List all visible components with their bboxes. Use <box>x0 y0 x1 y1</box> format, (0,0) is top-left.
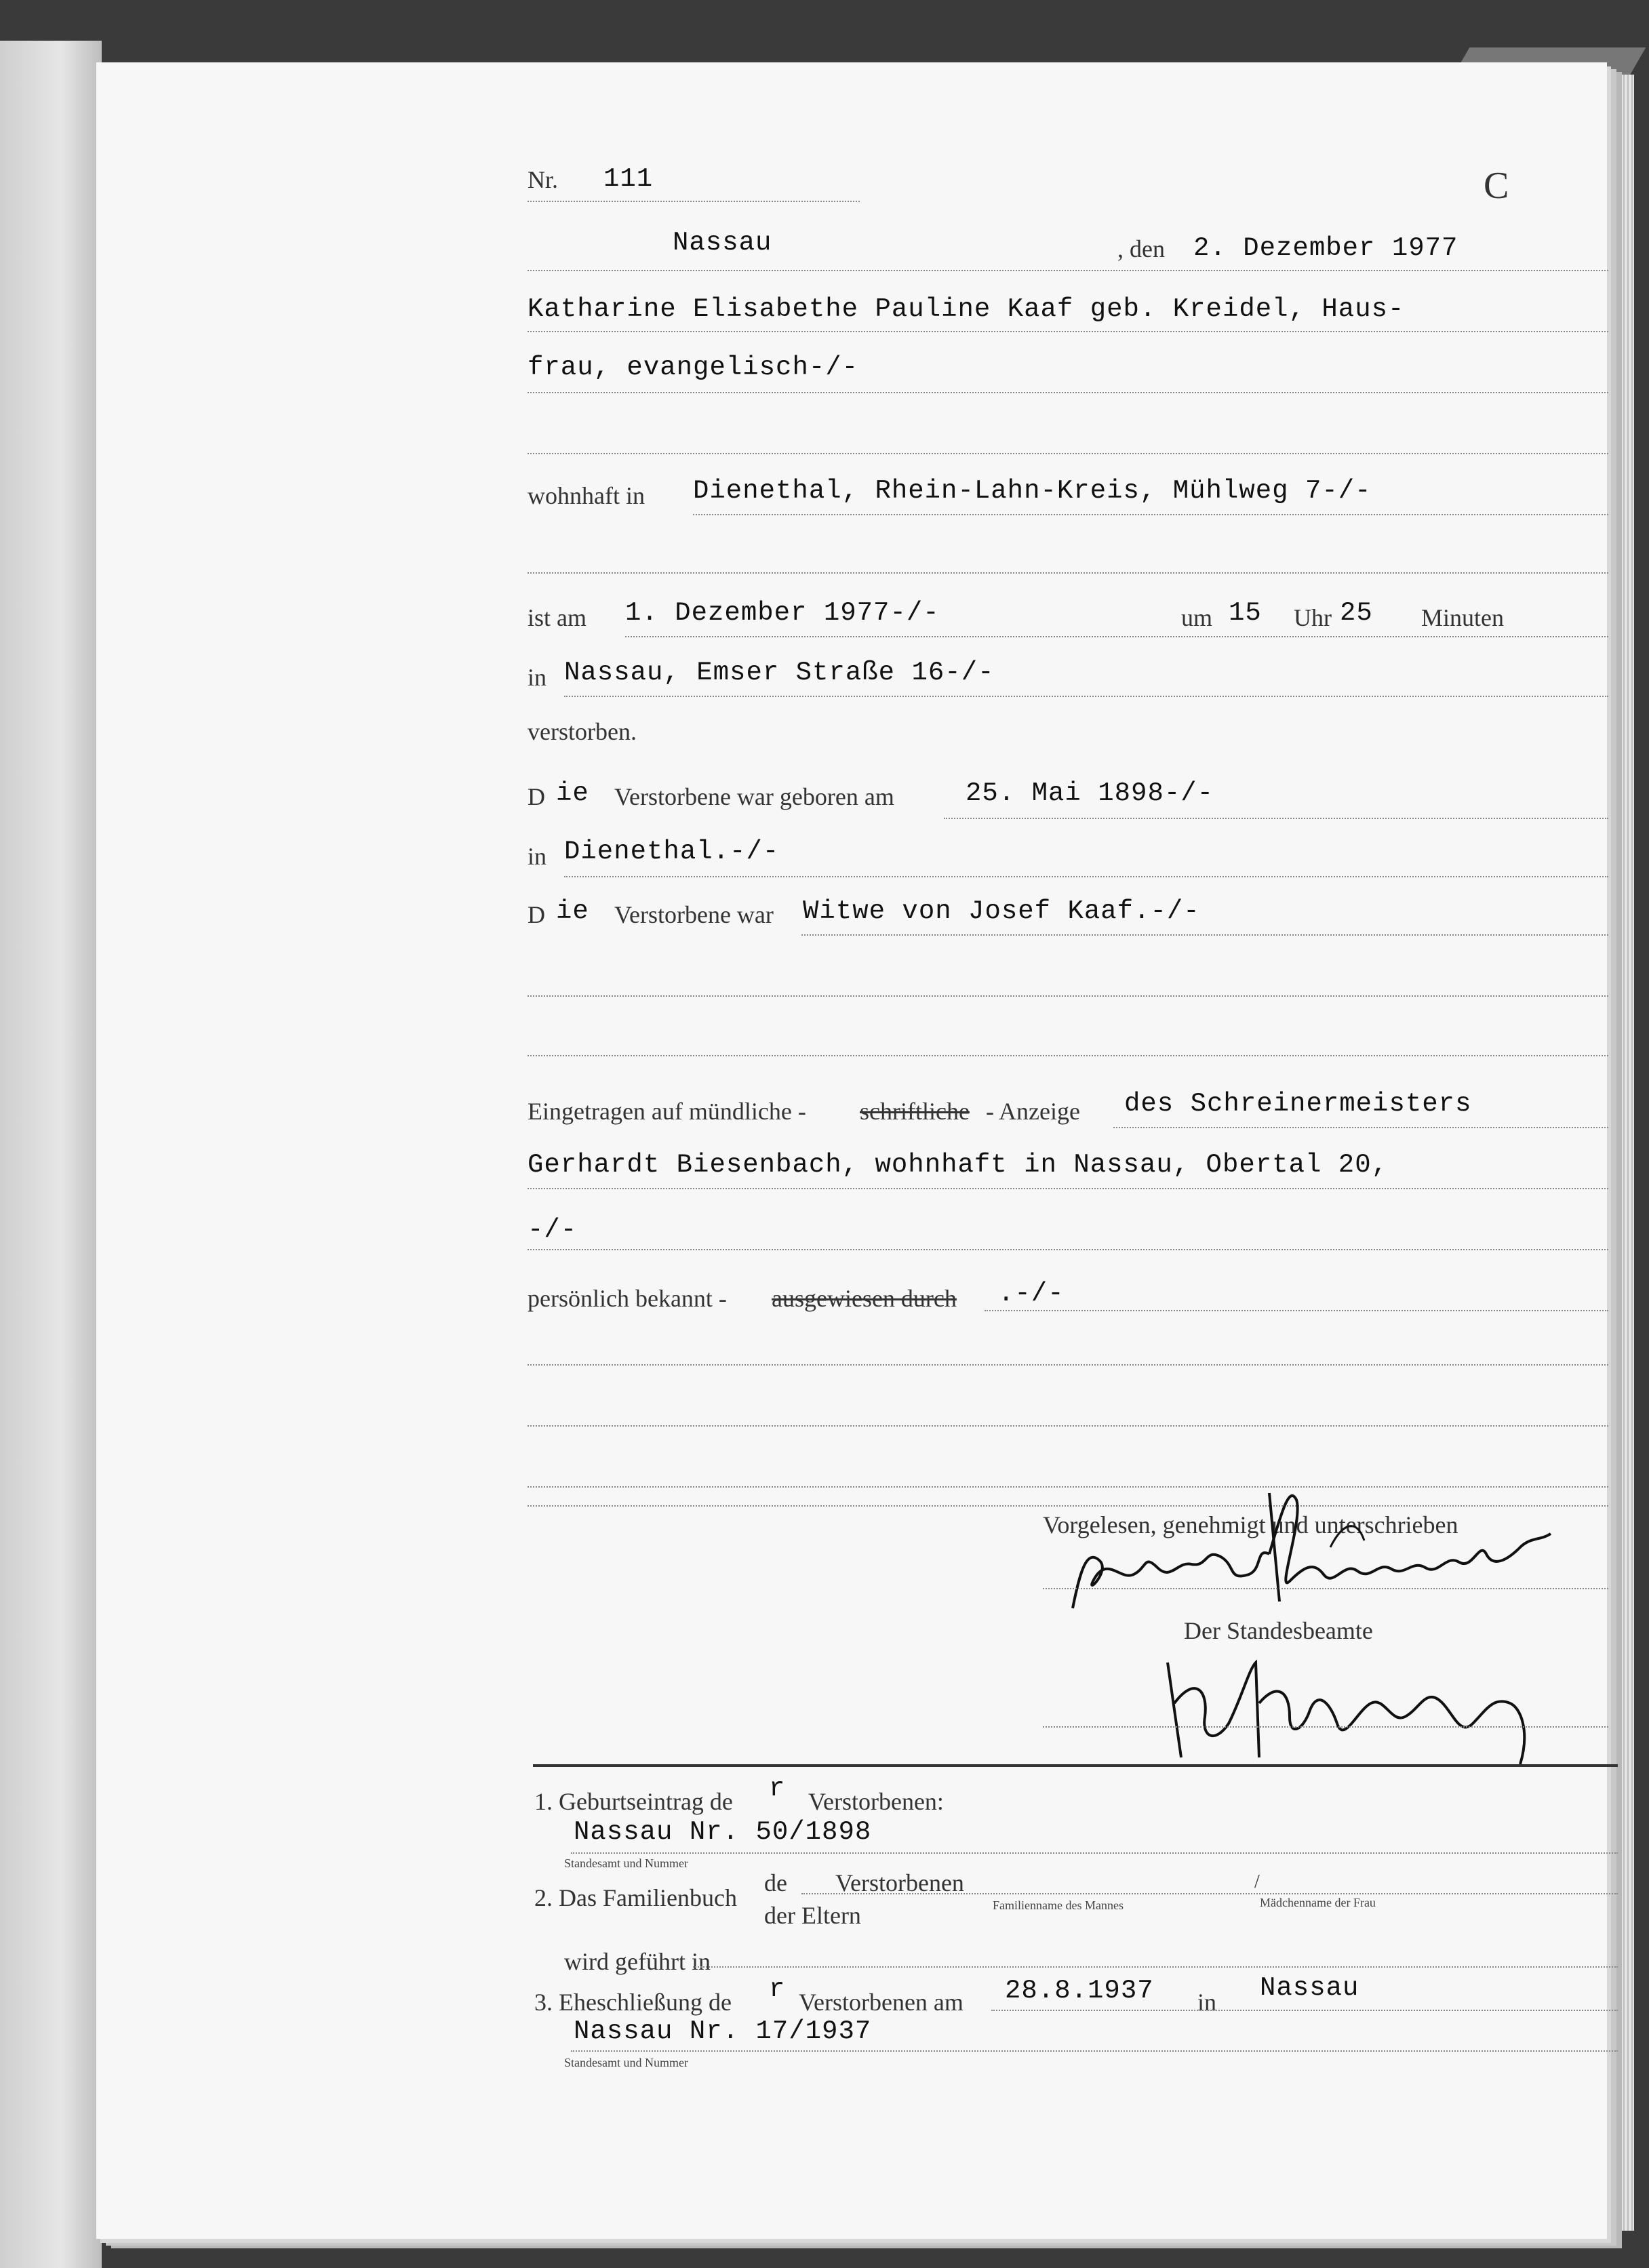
person-line-1: Katharine Elisabethe Pauline Kaaf geb. Kreidel, Haus- <box>528 294 1405 324</box>
time-hour: 15 <box>1229 598 1262 628</box>
registrar-line <box>1043 1726 1608 1728</box>
nr-label: Nr. <box>528 166 558 193</box>
item3-label-a: 3. Eheschließung de <box>534 1989 732 2016</box>
person-line-2-rule <box>528 392 1608 393</box>
item1-r: r <box>769 1774 786 1804</box>
residence-value: Dienethal, Rhein-Lahn-Kreis, Mühlweg 7-/- <box>693 476 1372 506</box>
item3-r: r <box>769 1974 786 2004</box>
nr-line <box>528 201 860 202</box>
born-prefix: D <box>528 783 545 810</box>
registrar-label: Der Standesbeamte <box>1184 1617 1373 1644</box>
born-place-label: in <box>528 843 547 870</box>
known-struck: ausgewiesen durch <box>772 1285 957 1312</box>
status-value: Witwe von Josef Kaaf.-/- <box>803 896 1200 926</box>
place: Nassau <box>673 228 772 258</box>
item2-kept-line <box>693 1966 1618 1968</box>
time-minuten-label: Minuten <box>1421 604 1504 631</box>
item3-place: Nassau <box>1260 1973 1359 2003</box>
report-label-b: - Anzeige <box>986 1098 1080 1125</box>
status-label: Verstorbene war <box>614 901 774 928</box>
report-value-2: Gerhardt Biesenbach, wohnhaft in Nassau, Obertal 20, <box>528 1150 1388 1180</box>
blank-line-2 <box>528 572 1608 574</box>
signed-label: Vorgelesen, genehmigt und unterschrieben <box>1043 1511 1458 1538</box>
known-line <box>985 1310 1608 1311</box>
residence-label: wohnhaft in <box>528 482 645 509</box>
status-prefix: D <box>528 901 545 928</box>
item1-line <box>571 1852 1618 1854</box>
death-place-label: in <box>528 664 547 691</box>
report-label-a: Eingetragen auf mündliche - <box>528 1098 806 1125</box>
left-page-edge <box>0 41 102 2268</box>
item2-line <box>801 1893 1618 1894</box>
born-date: 25. Mai 1898-/- <box>966 778 1214 808</box>
death-date-label: ist am <box>528 604 587 631</box>
known-label: persönlich bekannt - <box>528 1285 727 1312</box>
item3-line-b <box>571 2050 1618 2052</box>
item3-in: in <box>1197 1989 1217 2016</box>
time-um-label: um <box>1181 604 1213 631</box>
time-minutes: 25 <box>1340 598 1373 628</box>
item3-caption: Standesamt und Nummer <box>564 2056 688 2069</box>
item3-value: Nassau Nr. 17/1937 <box>574 2016 872 2046</box>
blank-line-4 <box>528 1055 1608 1056</box>
report-value-1: des Schreinermeisters <box>1124 1089 1472 1119</box>
item2-caption-b: Mädchenname der Frau <box>1260 1896 1376 1909</box>
item1-caption: Standesamt und Nummer <box>564 1856 688 1870</box>
item3-date: 28.8.1937 <box>1005 1976 1154 2006</box>
report-line-1 <box>1113 1127 1608 1128</box>
item2-value: Verstorbenen <box>835 1869 964 1896</box>
registrar-signature <box>1140 1622 1574 1785</box>
footer-rule <box>533 1764 1618 1767</box>
den-label: , den <box>1117 235 1165 262</box>
item1-label-b: Verstorbenen: <box>808 1788 944 1815</box>
report-struck: schriftliche <box>860 1098 970 1125</box>
blank-line-5 <box>528 1364 1608 1366</box>
status-line <box>801 934 1608 936</box>
death-register-page <box>96 62 1607 2239</box>
status-ie: ie <box>556 896 589 926</box>
death-date: 1. Dezember 1977-/- <box>625 598 940 628</box>
person-line-2: frau, evangelisch-/- <box>528 353 859 382</box>
blank-line-3 <box>528 995 1608 997</box>
death-date-line <box>625 636 1608 637</box>
blank-line-1 <box>528 453 1608 454</box>
item2-label: 2. Das Familienbuch <box>534 1884 737 1911</box>
person-line-1-rule <box>528 331 1608 332</box>
item2-eltern: der Eltern <box>764 1902 861 1929</box>
item2-kept-label: wird geführt in <box>564 1948 711 1975</box>
date: 2. Dezember 1977 <box>1193 233 1458 263</box>
verstorben-label: verstorben. <box>528 718 637 745</box>
item3-label-b: Verstorbenen am <box>799 1989 963 2016</box>
item2-de: de <box>764 1869 787 1896</box>
item1-value: Nassau Nr. 50/1898 <box>574 1817 872 1847</box>
report-line-3 <box>528 1249 1608 1250</box>
born-ie: ie <box>556 778 589 808</box>
item2-caption-a: Familienname des Mannes <box>993 1898 1124 1912</box>
blank-line-6 <box>528 1425 1608 1427</box>
signed-line <box>1043 1588 1608 1589</box>
nr-value: 111 <box>603 164 654 194</box>
report-value-3: -/- <box>528 1215 578 1245</box>
item3-line-a <box>991 2010 1618 2011</box>
item2-slash: / <box>1254 1871 1260 1892</box>
item1-label-a: 1. Geburtseintrag de <box>534 1788 733 1815</box>
born-place-line <box>564 876 1608 877</box>
born-label: Verstorbene war geboren am <box>614 783 894 810</box>
known-value: .-/- <box>998 1279 1065 1309</box>
death-place: Nassau, Emser Straße 16-/- <box>564 658 995 688</box>
residence-line <box>693 514 1608 515</box>
place-date-line <box>528 270 1608 271</box>
time-uhr-label: Uhr <box>1294 604 1332 631</box>
register-letter: C <box>1484 165 1509 207</box>
born-place: Dienethal.-/- <box>564 837 780 867</box>
report-line-2 <box>528 1188 1608 1189</box>
born-date-line <box>944 818 1608 819</box>
death-place-line <box>564 696 1608 697</box>
